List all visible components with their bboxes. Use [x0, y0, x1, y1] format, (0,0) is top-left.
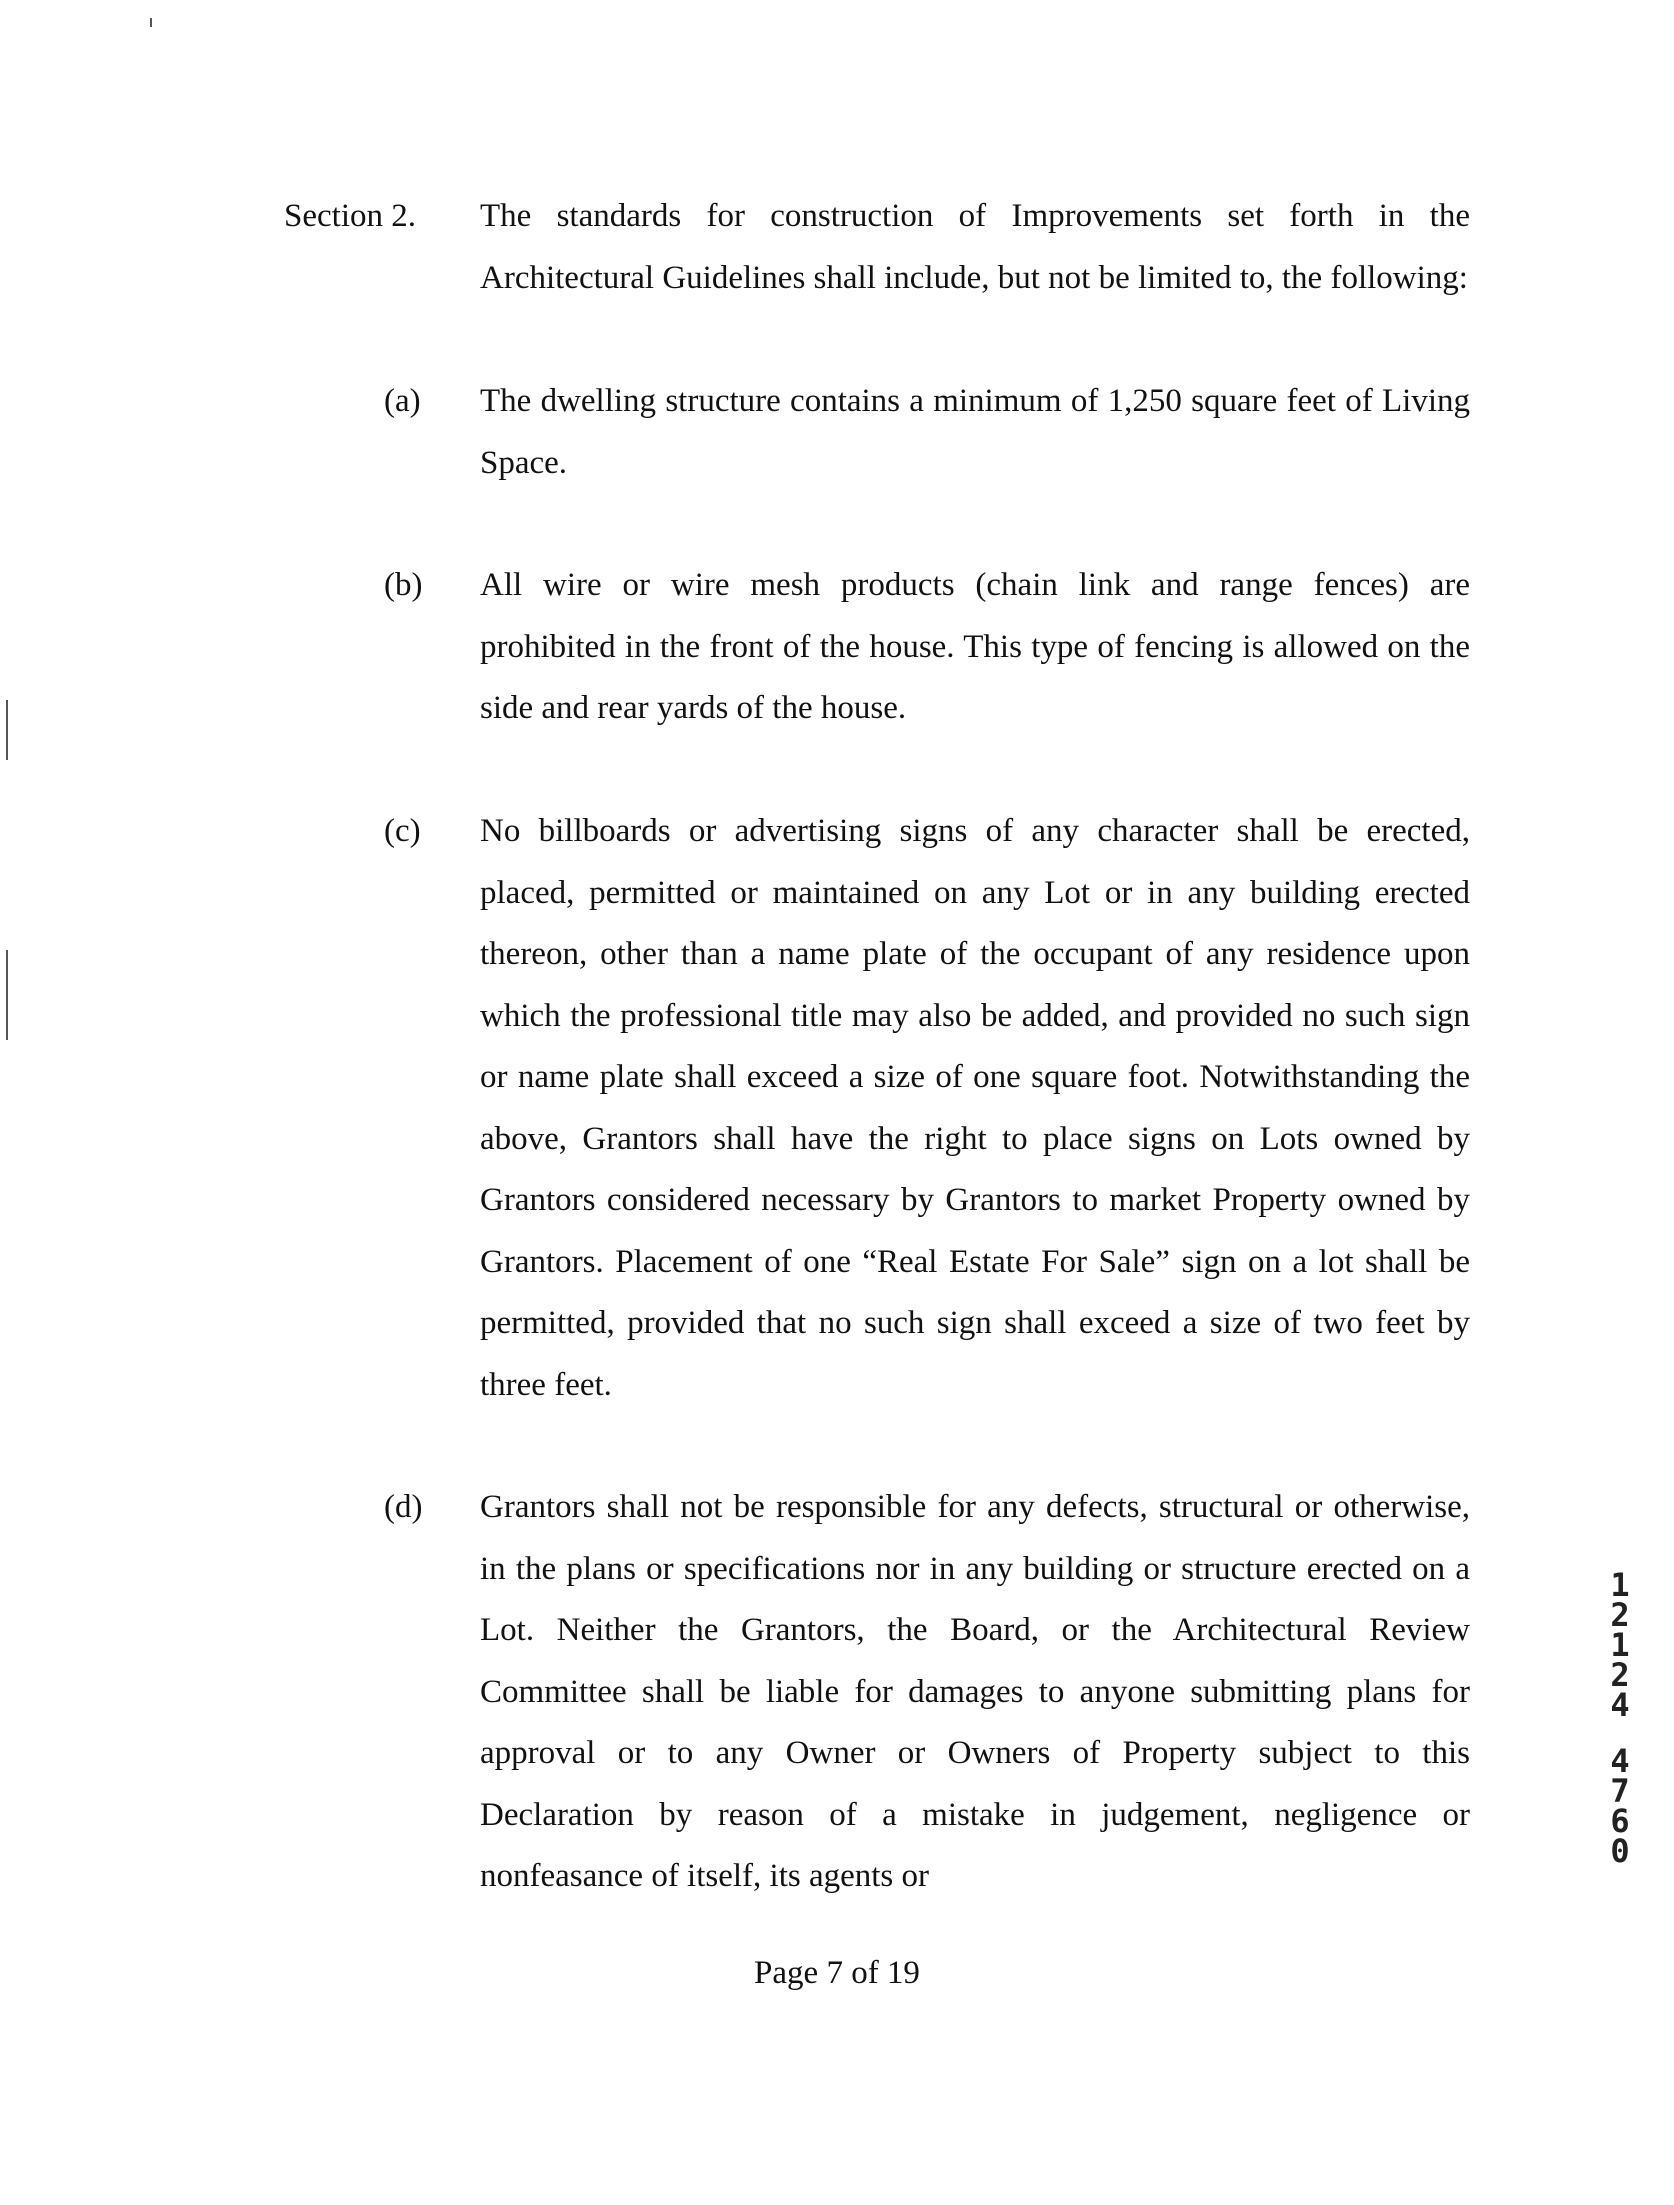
stamp-digit: 2: [1610, 1596, 1630, 1634]
item-a-text: The dwelling structure contains a minimum of 1,250 square feet of Living Space.: [480, 383, 1470, 481]
stamp-digit: 1: [1610, 1626, 1630, 1664]
item-b-text: All wire or wire mesh products (chain link and range fences) are prohibited in the front of the house. This type of fencing is allowed on the side and rear yards of the house.: [480, 567, 1470, 726]
stamp-digit: 0: [1610, 1832, 1630, 1870]
stamp-digit: 4: [1610, 1686, 1630, 1724]
margin-record-stamp: [1603, 1566, 1637, 1870]
stamp-digit: 6: [1610, 1802, 1630, 1840]
section-intro-text: The standards for construction of Improvements set forth in the Architectural Guidelines shall include, but not be limited to, the following:: [480, 198, 1470, 296]
item-b-label: (b): [384, 567, 423, 603]
item-c-text: No billboards or advertising signs of any character shall be erected, placed, permitted or maintained on any Lot or in any building erected thereon, other than a name plate of the occupant of any residence upon which the professional title may also be added, and provided no such sign or name plate shall exceed a size of one square foot. Notwithstanding the above, Grantors shall have the right to place signs on Lots owned by Grantors considered necessary by Grantors to market Property owned by Grantors. Placement of one “Real Estate For Sale” sign on a lot shall be permitted, provided that no such sign shall exceed a size of two feet by three feet.: [480, 813, 1470, 1403]
page-number: Page 7 of 19: [754, 1955, 920, 1991]
item-d-text: Grantors shall not be responsible for any defects, structural or otherwise, in the plans or specifications nor in any building or structure erected on a Lot. Neither the Grantors, the Board, or the Architectural Review Committee shall be liable for damages to anyone submitting plans for approval or to any Owner or Owners of Property subject to this Declaration by reason of a mistake in judgement, negligence or nonfeasance of itself, its agents or: [480, 1489, 1470, 1894]
stamp-digit: 2: [1610, 1656, 1630, 1694]
section-label: Section 2.: [284, 198, 416, 234]
item-c-label: (c): [384, 813, 421, 849]
scan-mark-left-1: [6, 700, 8, 760]
scan-mark-top: [150, 18, 152, 27]
stamp-digit: 1: [1610, 1566, 1630, 1604]
stamp-digit: 7: [1610, 1772, 1630, 1810]
item-a-label: (a): [384, 383, 421, 419]
scan-mark-left-2: [6, 950, 8, 1040]
item-d-label: (d): [384, 1489, 423, 1525]
stamp-digit: 4: [1610, 1742, 1630, 1780]
